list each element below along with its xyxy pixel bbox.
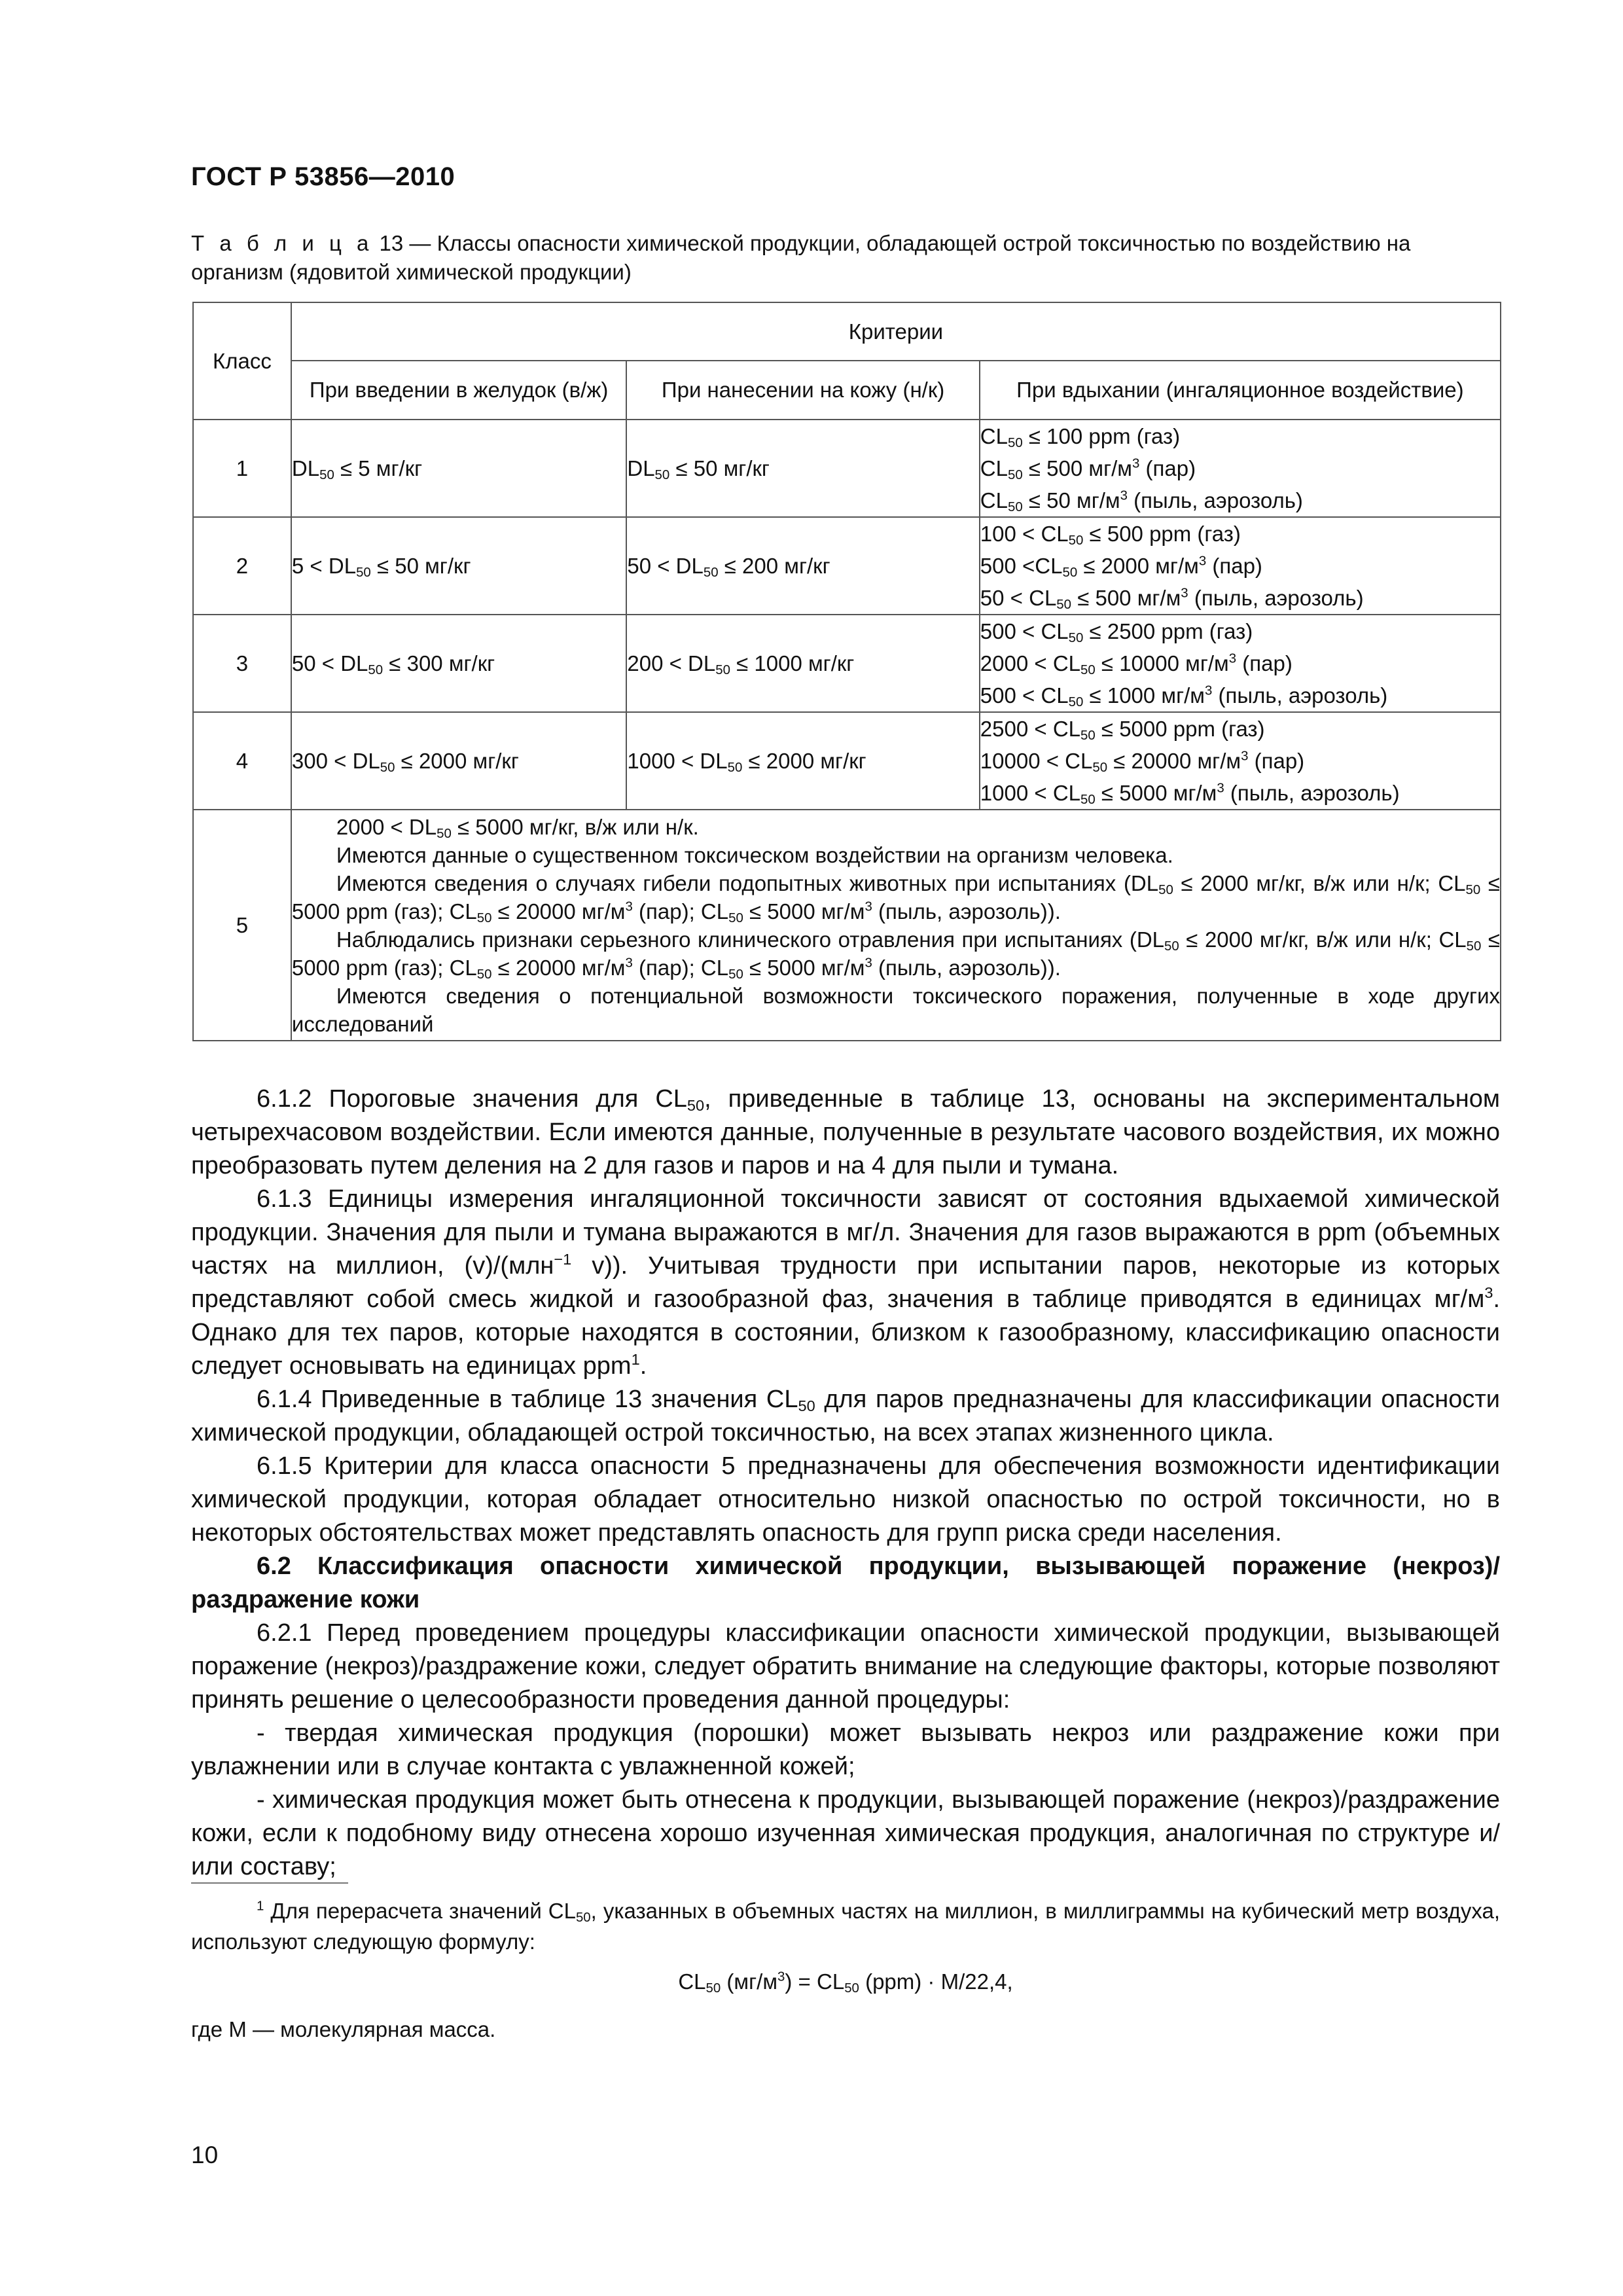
oral-cell: $50 < DL_{50} \le 300$ мг/кг (291, 615, 626, 712)
bullet-item: - твердая химическая продукция (порошки) может вызывать некроз или раздражение кожи при увлажнении или в случае контакта с увлажненной кожей; (191, 1719, 1500, 1780)
header-criteria: Критерии (291, 302, 1501, 361)
paragraph-6-1-3: 6.1.3 Единицы измерения ингаляционной токсичности зависят от состояния вдыхаемой химической продукции. Значения для пыли и тумана выражаются в мг/л. Значения для газов выражаются в ppm (объемных частях на миллион, (v)/(млн$^{-1}$ v)). Учитывая трудности при испытании паров, некоторые из которых представляют собой смесь жидкой и газообразной фаз, значения в таблице приводятся в единицах $мг/м^3$. Однако для тех паров, которые находятся в состоянии, близком к газообразному, классификацию опасности следует основывать на единицах ppm$^1$. (191, 1185, 1501, 1380)
table-caption-prefix: Т а б л и ц а (191, 231, 374, 255)
page-number: 10 (191, 2142, 219, 2168)
paragraph-6-1-5: 6.1.5 Критерии для класса опасности 5 предназначены для обеспечения возможности идентификации химической продукции, которая обладает относительно низкой опасностью по острой токсичности, но в некоторых обстоятельствах может представлять опасность для групп риска среди населения. (191, 1452, 1500, 1547)
class-5-line: Имеются сведения о потенциальной возможности токсического поражения, полученные в ходе других исследований (291, 983, 1500, 1036)
header-inhalation: При вдыхании (ингаляционное воздействие) (980, 361, 1501, 420)
inhalation-line: $100 < CL_{50} \le 500$ ppm (газ) (980, 522, 1241, 548)
oral-cell: $5 < DL_{50} \le 50$ мг/кг (291, 517, 626, 615)
body-text (191, 1083, 1500, 1884)
inhalation-line: $500 < CL_{50} \le 1000$ $мг/м^3$ (пыль, аэрозоль) (980, 683, 1388, 710)
class-5-line: $2000 < DL_{50} \le 5000$ мг/кг, в/ж или н/к. (336, 814, 699, 841)
class-cell: 5 (193, 810, 291, 1041)
dermal-cell: $DL_{50} \le 50$ мг/кг (626, 420, 979, 517)
class-cell: 1 (193, 420, 291, 517)
document-code: ГОСТ Р 53856—2010 (191, 162, 455, 191)
table-row (193, 712, 1501, 810)
header-class: Класс (193, 302, 291, 420)
inhalation-cell (980, 420, 1501, 517)
oral-cell: $DL_{50} \le 5$ мг/кг (291, 420, 626, 517)
dermal-cell: $1000 < DL_{50} \le 2000$ мг/кг (626, 712, 979, 810)
table-caption-text: 13 — Классы опасности химической продукции, обладающей острой токсичностью по воздействию на организм (ядовитой химической продукции) (191, 231, 1411, 284)
inhalation-line: $CL_{50} \le 100$ ppm (газ) (980, 424, 1181, 451)
inhalation-line: $500 < CL_{50} \le 2500$ ppm (газ) (980, 619, 1253, 646)
class-5-criteria (291, 810, 1501, 1041)
inhalation-line: $2500 < CL_{50} \le 5000$ ppm (газ) (980, 717, 1265, 744)
footnote-divider (191, 1882, 348, 1884)
paragraph-6-1-4: 6.1.4 Приведенные в таблице 13 значения $CL_{50}$ для паров предназначены для классификации опасности химической продукции, обладающей острой токсичностью, на всех этапах жизненного цикла. (191, 1386, 1500, 1446)
table-row-class-5 (193, 810, 1501, 1041)
class-5-line: Имеются сведения о случаях гибели подопытных животных при испытаниях ($DL_{50} \le 2000$ мг/кг, в/ж или н/к; $CL_{50} \le 5000$ ppm (газ); $CL_{50} \le 20000$ $мг/м^3$ (пар); $CL_{50} \le 5000$ $мг/м^3$ (пыль, аэрозоль)). (291, 870, 1501, 925)
class-cell: 4 (193, 712, 291, 810)
footnote-where: где M — молекулярная масса. (191, 2017, 496, 2041)
class-cell: 2 (193, 517, 291, 615)
table-row (193, 420, 1501, 517)
inhalation-cell (980, 517, 1501, 615)
dermal-cell: $50 < DL_{50} \le 200$ мг/кг (626, 517, 979, 615)
inhalation-line: $CL_{50} \le 50$ $мг/м^3$ (пыль, аэрозоль) (980, 488, 1303, 515)
footnote-text: $^1$ Для перерасчета значений $CL_{50}$, указанных в объемных частях на миллион, в миллиграммы на кубический метр воздуха, используют следующую формулу: (191, 1898, 1500, 1954)
class-cell: 3 (193, 615, 291, 712)
inhalation-line: $1000 < CL_{50} \le 5000$ $мг/м^3$ (пыль, аэрозоль) (980, 780, 1400, 808)
inhalation-line: $10000 < CL_{50} \le 20000$ $мг/м^3$ (пар) (980, 748, 1305, 776)
class-5-line: Наблюдались признаки серьезного клинического отравления при испытаниях ($DL_{50} \le 2000$ мг/кг, в/ж или н/к; $CL_{50} \le 5000$ ppm (газ); $CL_{50} \le 20000$ $мг/м^3$ (пар); $CL_{50} \le 5000$ $мг/м^3$ (пыль, аэрозоль)). (291, 927, 1501, 982)
footnote-formula: $CL_{50}$ $(мг/м^3) = CL_{50}$ (ppm) · M/22,4, (678, 1969, 1013, 1996)
paragraph-6-1-2: 6.1.2 Пороговые значения для $CL_{50}$, приведенные в таблице 13, основаны на экспериментальном четырехчасовом воздействии. Если имеются данные, полученные в результате часового воздействия, их можно преобразовать путем деления на 2 для газов и паров и на 4 для пыли и тумана. (191, 1085, 1500, 1179)
paragraph-6-2-1: 6.2.1 Перед проведением процедуры классификации опасности химической продукции, вызывающей поражение (некроз)/раздражение кожи, следует обратить внимание на следующие факторы, которые позволяют принять решение о целесообразности проведения данной процедуры: (191, 1619, 1500, 1713)
class-5-line: Имеются данные о существенном токсическом воздействии на организм человека. (336, 842, 1173, 867)
inhalation-line: $50 < CL_{50} \le 500$ $мг/м^3$ (пыль, аэрозоль) (980, 585, 1364, 613)
table-row (193, 615, 1501, 712)
section-heading-6-2: 6.2 Классификация опасности химической продукции, вызывающей поражение (некроз)/раздражение кожи (191, 1552, 1500, 1613)
bullet-item: - химическая продукция может быть отнесена к продукции, вызывающей поражение (некроз)/раздражение кожи, если к подобному виду отнесена хорошо изученная химическая продукция, аналогичная по структуре и/или составу; (191, 1786, 1500, 1880)
inhalation-cell (980, 712, 1501, 810)
dermal-cell: $200 < DL_{50} \le 1000$ мг/кг (626, 615, 979, 712)
inhalation-line: $CL_{50} \le 500$ $мг/м^3$ (пар) (980, 456, 1196, 483)
table-row (193, 517, 1501, 615)
oral-cell: $300 < DL_{50} \le 2000$ мг/кг (291, 712, 626, 810)
hazard-class-table (192, 302, 1501, 1041)
table-caption (191, 229, 1500, 287)
header-dermal: При нанесении на кожу (н/к) (626, 361, 979, 420)
footnote (191, 1895, 1500, 2045)
inhalation-cell (980, 615, 1501, 712)
inhalation-line: $500 <CL_{50} \le 2000$ $мг/м^3$ (пар) (980, 553, 1262, 581)
header-oral: При введении в желудок (в/ж) (291, 361, 626, 420)
inhalation-line: $2000 < CL_{50} \le 10000$ $мг/м^3$ (пар) (980, 651, 1293, 678)
